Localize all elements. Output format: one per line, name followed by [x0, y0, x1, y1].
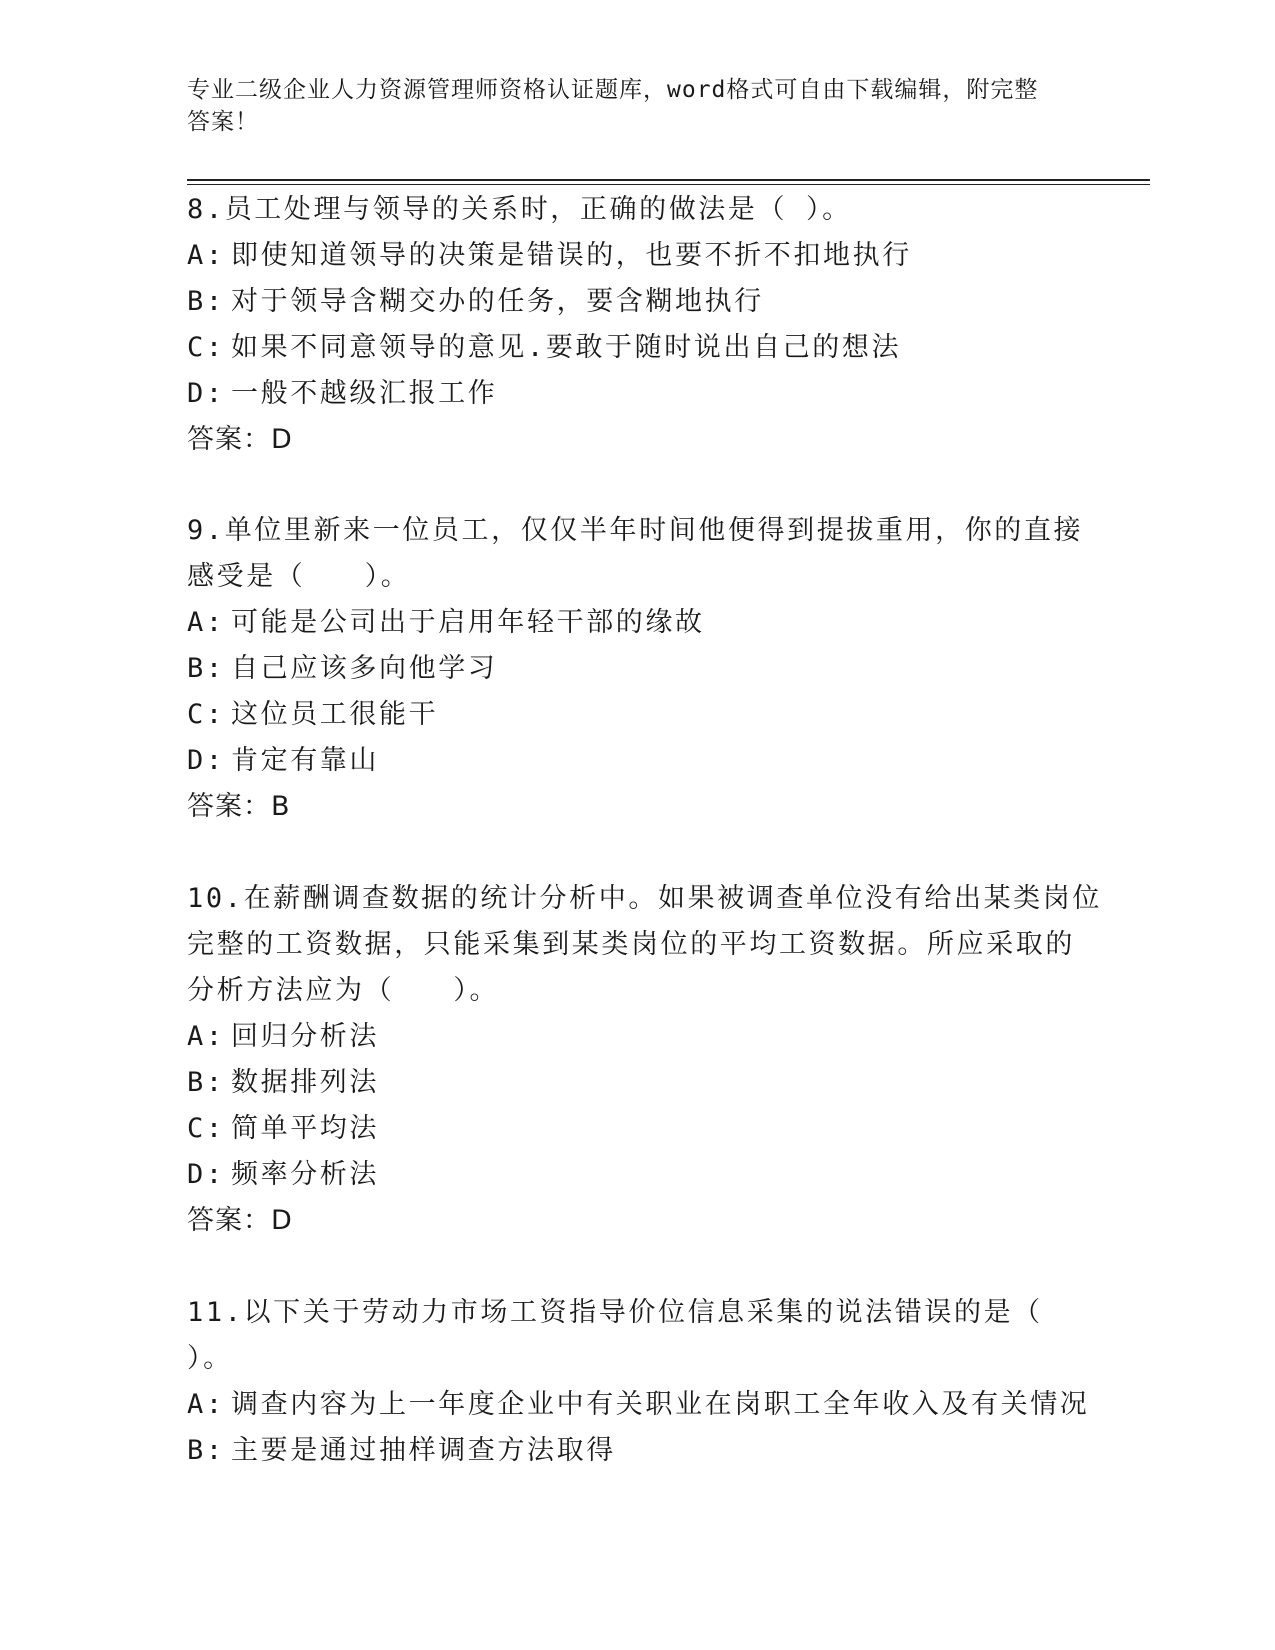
header-divider-thin — [187, 184, 1150, 185]
option-text: 可能是公司出于启用年轻干部的缘故 — [231, 607, 705, 638]
option-text: 数据排列法 — [231, 1067, 379, 1098]
question-8 — [187, 187, 1087, 463]
document-header — [187, 74, 1067, 138]
option-text: 简单平均法 — [231, 1113, 379, 1144]
header-line-2: 答案！ — [187, 109, 259, 135]
option-text: 这位员工很能干 — [231, 699, 439, 730]
option-letter: B: — [187, 286, 225, 317]
question-stem: 8.员工处理与领导的关系时，正确的做法是（ ）。 — [187, 194, 852, 225]
option-text: 即使知道领导的决策是错误的，也要不折不扣地执行 — [231, 240, 912, 271]
option-b — [187, 1428, 1087, 1474]
question-10 — [187, 876, 1102, 1244]
question-stem: ）。 — [187, 1343, 233, 1374]
option-letter: A: — [187, 1021, 225, 1052]
option-text: 肯定有靠山 — [231, 745, 379, 776]
header-divider-thick — [187, 179, 1150, 181]
option-letter: B: — [187, 1435, 225, 1466]
option-d — [187, 1152, 1087, 1198]
option-letter: C: — [187, 699, 225, 730]
option-letter: A: — [187, 607, 225, 638]
option-letter: C: — [187, 332, 225, 363]
question-9 — [187, 508, 1087, 830]
option-letter: A: — [187, 1389, 225, 1420]
option-text: 自己应该多向他学习 — [231, 653, 498, 684]
option-letter: A: — [187, 240, 225, 271]
header-line-1: 专业二级企业人力资源管理师资格认证题库，word格式可自由下载编辑，附完整 — [187, 77, 1039, 103]
option-text: 如果不同意领导的意见.要敢于随时说出自己的想法 — [231, 332, 902, 363]
option-text: 调查内容为上一年度企业中有关职业在岗职工全年收入及有关情况 — [231, 1389, 1090, 1420]
question-stem: 分析方法应为（ ）。 — [187, 975, 500, 1006]
question-stem: 9.单位里新来一位员工，仅仅半年时间他便得到提拔重用，你的直接 — [187, 515, 1084, 546]
option-text: 主要是通过抽样调查方法取得 — [231, 1435, 616, 1466]
option-text: 回归分析法 — [231, 1021, 379, 1052]
option-text: 对于领导含糊交办的任务，要含糊地执行 — [231, 286, 764, 317]
option-a — [187, 1382, 1090, 1428]
answer-label: 答案：D — [187, 424, 293, 455]
option-b — [187, 646, 1087, 692]
option-a — [187, 600, 1087, 646]
question-stem: 感受是（ ）。 — [187, 561, 411, 592]
option-a — [187, 1014, 1087, 1060]
option-a — [187, 233, 1087, 279]
option-letter: B: — [187, 1067, 225, 1098]
option-c — [187, 692, 1087, 738]
option-d — [187, 371, 1087, 417]
option-b — [187, 1060, 1087, 1106]
option-letter: D: — [187, 1159, 225, 1190]
question-stem: 完整的工资数据，只能采集到某类岗位的平均工资数据。所应采取的 — [187, 929, 1075, 960]
option-d — [187, 738, 1087, 784]
option-text: 一般不越级汇报工作 — [231, 378, 498, 409]
question-stem: 11.以下关于劳动力市场工资指导价位信息采集的说法错误的是（ — [187, 1297, 1043, 1328]
answer-label: 答案：D — [187, 1205, 293, 1236]
question-11 — [187, 1290, 1090, 1474]
option-letter: C: — [187, 1113, 225, 1144]
option-text: 频率分析法 — [231, 1159, 379, 1190]
option-letter: D: — [187, 378, 225, 409]
option-b — [187, 279, 1087, 325]
option-letter: D: — [187, 745, 225, 776]
option-c — [187, 1106, 1087, 1152]
option-c — [187, 325, 1087, 371]
question-stem: 10.在薪酬调查数据的统计分析中。如果被调查单位没有给出某类岗位 — [187, 883, 1102, 914]
option-letter: B: — [187, 653, 225, 684]
answer-label: 答案：B — [187, 791, 291, 822]
